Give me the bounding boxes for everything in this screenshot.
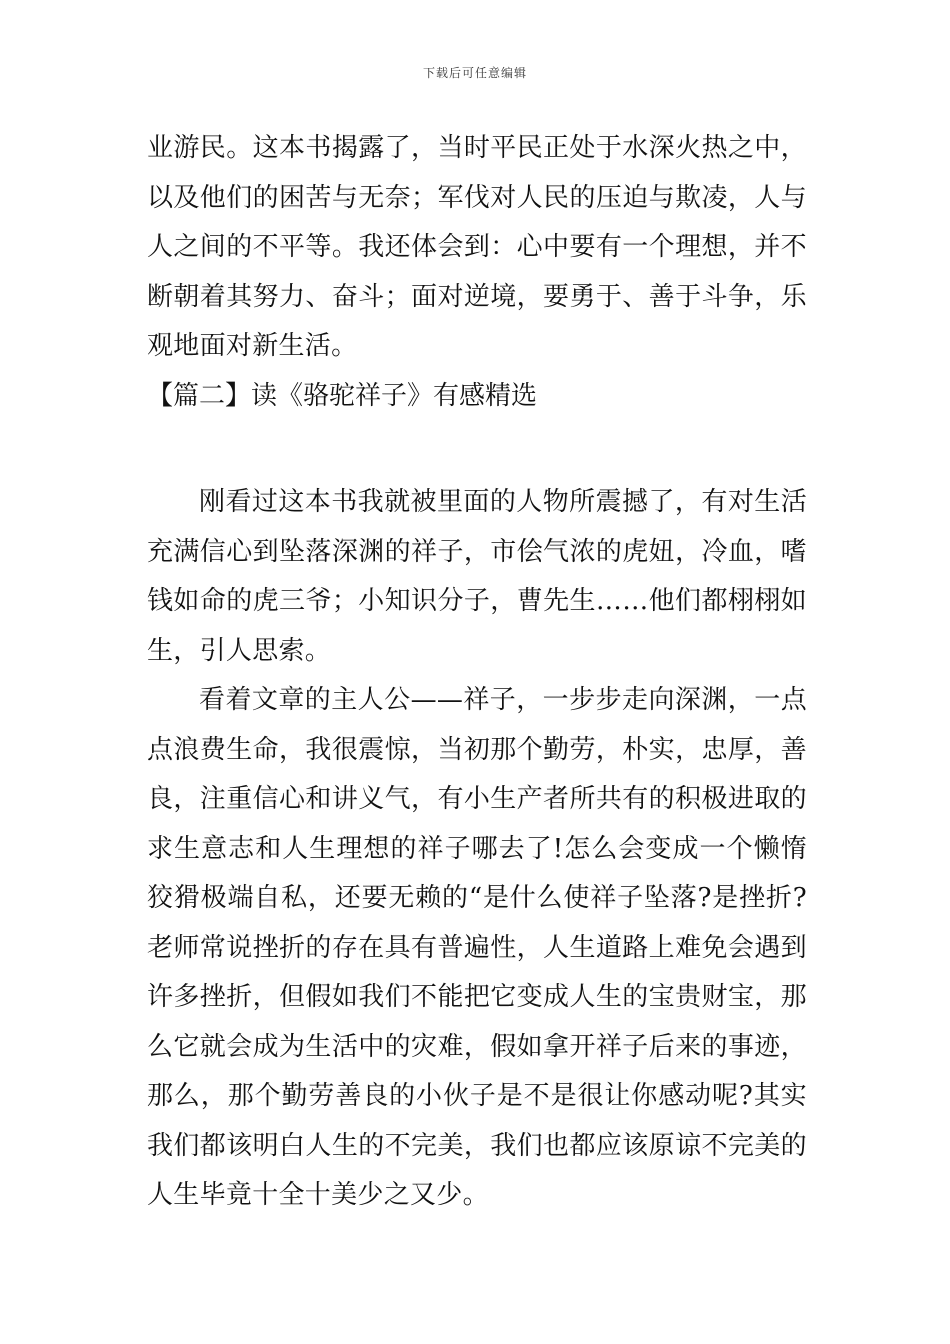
continuation-paragraph: 业游民。这本书揭露了，当时平民正处于水深火热之中，以及他们的困苦与无奈；军伐对人民的压迫与欺凌，人与人之间的不平等。我还体会到：心中要有一个理想，并不断朝着其努力、奋斗；面对逆境，要勇于、善于斗争，乐观地面对新生活。: [147, 133, 807, 361]
paragraph-1: 刚看过这本书我就被里面的人物所震撼了，有对生活充满信心到坠落深渊的祥子，市侩气浓的虎妞，冷血，嗜钱如命的虎三爷；小知识分子，曹先生……他们都栩栩如生，引人思索。: [147, 487, 807, 666]
blank-line: [147, 421, 807, 478]
paragraph-2: 看着文章的主人公——祥子，一步步走向深渊，一点点浪费生命，我很震惊，当初那个勤劳，朴实，忠厚，善良，注重信心和讲义气，有小生产者所共有的积极进取的求生意志和人生理想的祥子哪去了!怎么会变成一个懒惰狡猾极端自私，还要无赖的“是什么使祥子坠落?是挫折?老师常说挫折的存在具有普遍性，人生道路上难免会遇到许多挫折，但假如我们不能把它变成人生的宝贵财宝，那么它就会成为生活中的灾难，假如拿开祥子后来的事迹，那么，那个勤劳善良的小伙子是不是很让你感动呢?其实我们都该明白人生的不完美，我们也都应该原谅不完美的人生毕竟十全十美少之又少。: [147, 685, 807, 1210]
document-body: [147, 124, 807, 1221]
page-header: 下载后可任意编辑: [422, 66, 527, 80]
section-title: 【篇二】读《骆驼祥子》有感精选: [147, 380, 538, 411]
